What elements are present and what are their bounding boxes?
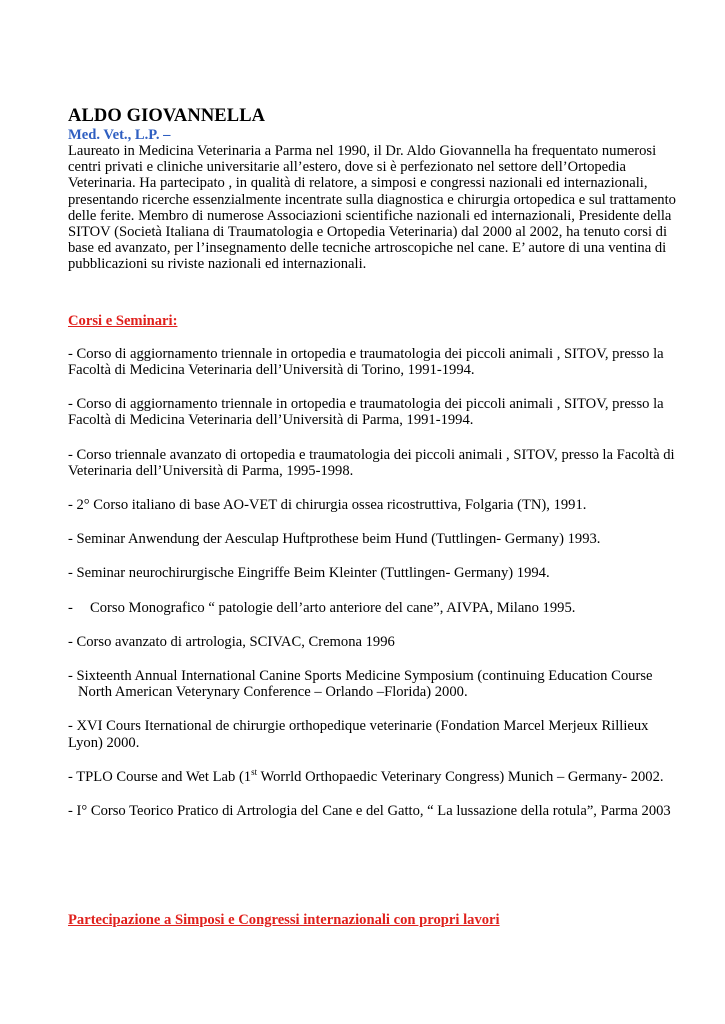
- ordinal-superscript: st: [251, 766, 258, 777]
- biography-paragraph: Laureato in Medicina Veterinaria a Parma nel 1990, il Dr. Aldo Giovannella ha frequentato numerosi centri privati e cliniche universitarie all’estero, dove si è perfezionato nel settore dell’Ortopedia Veterinaria. Ha partecipato , in qualità di relatore, a simposi e congressi nazionali ed internazionali, presentando ricerche essenzialmente incentrate sulla diagnostica e chirurgia ortopedica e sul trattamento delle ferite. Membro di numerose Associazioni scientifiche nazionali ed internazionali, Presidente della SITOV (Società Italiana di Traumatologia e Ortopedia Veterinaria) dal 2000 al 2002, ha tenuto corsi di base ed avanzato, per l’insegnamento delle tecniche artroscopiche nel cane. E’ autore di una ventina di pubblicazioni su riviste nazionali ed internazionali.: [68, 143, 676, 273]
- list-item: - Corso triennale avanzato di ortopedia e traumatologia dei piccoli animali , SITOV, presso la Facoltà di Veterinaria dell’Università di Parma, 1995-1998.: [68, 446, 675, 479]
- list-item: - Corso di aggiornamento triennale in ortopedia e traumatologia dei piccoli animali , SITOV, presso la Facoltà di Medicina Veterinaria dell’Università di Torino, 1991-1994.: [68, 345, 664, 379]
- partecipazione-heading: Partecipazione a Simposi e Congressi internazionali con propri lavori: [68, 912, 500, 928]
- corsi-list: [68, 346, 685, 819]
- list-item: - Corso avanzato di artrologia, SCIVAC, Cremona 1996: [68, 633, 395, 650]
- list-item: - Corso Monografico “ patologie dell’arto anteriore del cane”, AIVPA, Milano 1995.: [68, 599, 576, 616]
- corsi-seminari-heading: Corsi e Seminari:: [68, 312, 178, 329]
- person-name: ALDO GIOVANNELLA: [68, 106, 266, 126]
- list-item: - Corso di aggiornamento triennale in ortopedia e traumatologia dei piccoli animali , SITOV, presso la Facoltà di Medicina Veterinaria dell’Università di Parma, 1991-1994.: [68, 396, 664, 429]
- list-dash: -: [68, 599, 73, 616]
- list-item: - XVI Cours Iternational de chirurgie orthopedique veterinarie (Fondation Marcel Merjeux Rillieux Lyon) 2000.: [68, 718, 649, 751]
- list-item: - 2° Corso italiano di base AO-VET di chirurgia ossea ricostruttiva, Folgaria (TN), 1991.: [68, 497, 587, 514]
- qualifications: Med. Vet., L.P. –: [68, 127, 171, 143]
- list-item: - Seminar Anwendung der Aesculap Huftprothese beim Hund (Tuttlingen- Germany) 1993.: [68, 531, 601, 548]
- list-item: - Sixteenth Annual International Canine Sports Medicine Symposium (continuing Education Course North American Veterynary Conference – Orlando –Florida) 2000.: [68, 668, 653, 701]
- list-item: - I° Corso Teorico Pratico di Artrologia del Cane e del Gatto, “ La lussazione della rotula”, Parma 2003: [68, 803, 671, 820]
- list-item: - TPLO Course and Wet Lab (1st Worrld Orthopaedic Veterinary Congress) Munich – Germany- 2002.: [68, 766, 664, 785]
- list-item: - Seminar neurochirurgische Eingriffe Beim Kleinter (Tuttlingen- Germany) 1994.: [68, 565, 550, 582]
